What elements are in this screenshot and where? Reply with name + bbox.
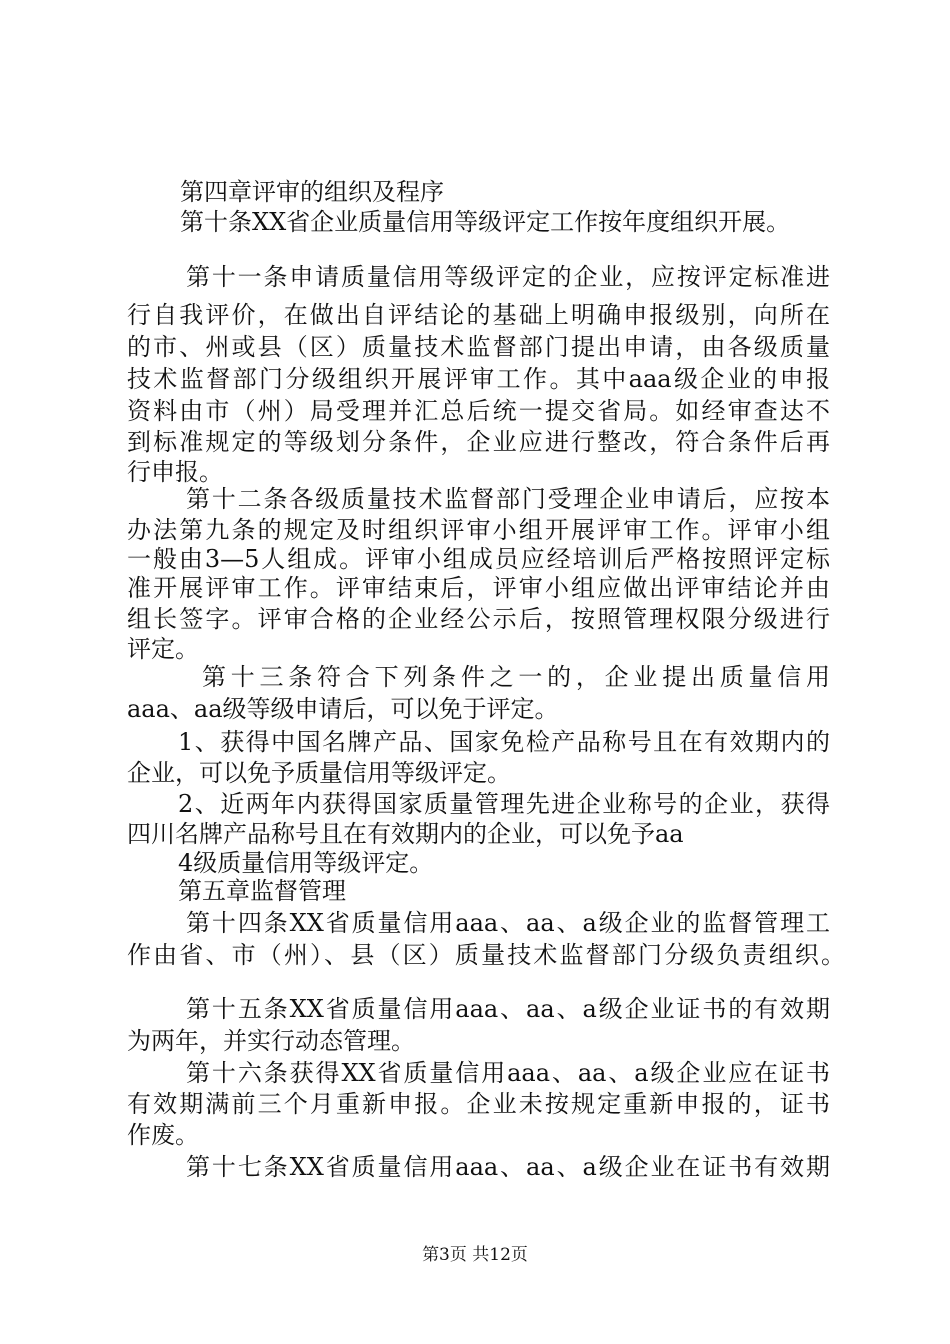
paragraph-line: 作由省、市（州）、县（区）质量技术监督部门分级负责组织。 — [127, 941, 845, 969]
list-item: 企业，可以免予质量信用等级评定。 — [127, 759, 511, 787]
paragraph-line: 一般由3—5人组成。评审小组成员应经培训后严格按照评定标 — [127, 545, 830, 573]
paragraph-line: aaa、aa级等级申请后，可以免于评定。 — [127, 695, 559, 723]
chapter-heading: 第四章评审的组织及程序 — [180, 178, 444, 206]
paragraph-line: 第十五条XX省质量信用aaa、aa、a级企业证书的有效期 — [186, 995, 830, 1023]
paragraph-line: 第十一条申请质量信用等级评定的企业，应按评定标准进 — [186, 263, 830, 291]
paragraph-line: 到标准规定的等级划分条件，企业应进行整改，符合条件后再 — [127, 428, 830, 456]
list-item: 四川名牌产品称号且在有效期内的企业，可以免予aa — [127, 820, 684, 848]
paragraph-line: 有效期满前三个月重新申报。企业未按规定重新申报的，证书 — [127, 1090, 830, 1118]
paragraph-line: 组长签字。评审合格的企业经公示后，按照管理权限分级进行 — [127, 605, 830, 633]
list-item: 2、近两年内获得国家质量管理先进企业称号的企业，获得 — [178, 790, 830, 818]
list-item: 1、获得中国名牌产品、国家免检产品称号且在有效期内的 — [178, 728, 830, 756]
paragraph-line: 准开展评审工作。评审结束后，评审小组应做出评审结论并由 — [127, 574, 830, 602]
list-item: 4级质量信用等级评定。 — [178, 849, 434, 877]
paragraph-line: 第十条XX省企业质量信用等级评定工作按年度组织开展。 — [180, 208, 791, 236]
paragraph-line: 行自我评价，在做出自评结论的基础上明确申报级别，向所在 — [127, 301, 830, 329]
paragraph-line: 为两年，并实行动态管理。 — [127, 1027, 415, 1055]
paragraph-line: 办法第九条的规定及时组织评审小组开展评审工作。评审小组 — [127, 516, 830, 544]
paragraph-line: 第十二条各级质量技术监督部门受理企业申请后，应按本 — [186, 485, 830, 513]
paragraph-line: 的市、州或县（区）质量技术监督部门提出申请，由各级质量 — [127, 333, 830, 361]
chapter-heading: 第五章监督管理 — [178, 877, 346, 905]
paragraph-line: 第十三条符合下列条件之一的，企业提出质量信用 — [202, 663, 830, 691]
paragraph-line: 资料由市（州）局受理并汇总后统一提交省局。如经审查达不 — [127, 397, 830, 425]
paragraph-line: 第十七条XX省质量信用aaa、aa、a级企业在证书有效期 — [186, 1153, 830, 1181]
paragraph-line: 技术监督部门分级组织开展评审工作。其中aaa级企业的申报 — [127, 365, 830, 393]
paragraph-line: 第十六条获得XX省质量信用aaa、aa、a级企业应在证书 — [186, 1059, 830, 1087]
paragraph-line: 作废。 — [127, 1121, 199, 1149]
page-footer: 第3页 共12页 — [422, 1245, 528, 1265]
paragraph-line: 第十四条XX省质量信用aaa、aa、a级企业的监督管理工 — [186, 909, 830, 937]
paragraph-line: 行申报。 — [127, 458, 223, 486]
paragraph-line: 评定。 — [127, 635, 199, 663]
